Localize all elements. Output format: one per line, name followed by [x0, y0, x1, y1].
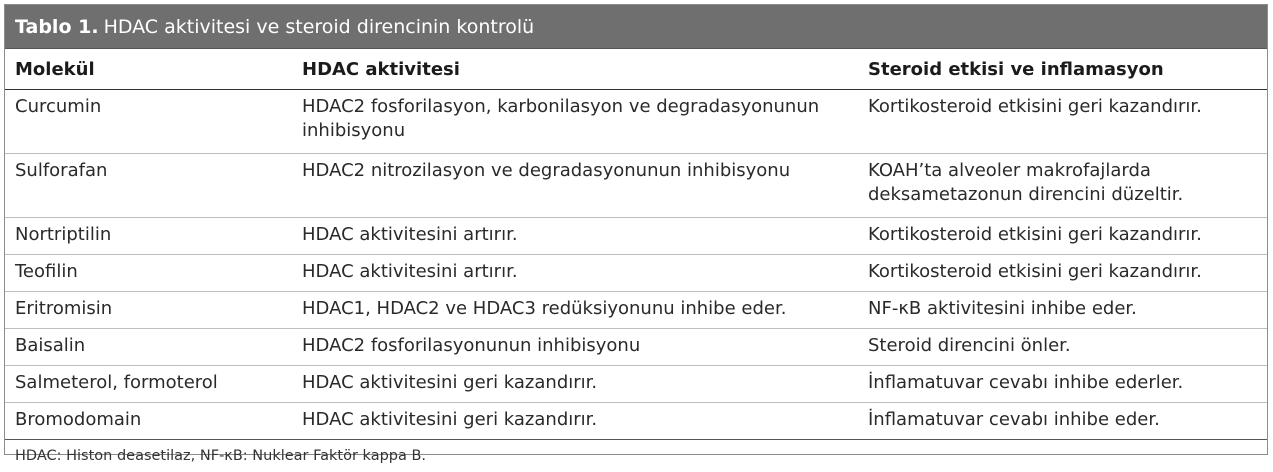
cell-molecule: Curcumin — [15, 96, 102, 117]
header-molecule: Molekül — [15, 58, 95, 80]
cell-effect: Kortikosteroid etkisini geri kazandırır. — [868, 261, 1202, 282]
table-row — [5, 292, 1267, 329]
cell-molecule: Nortriptilin — [15, 224, 112, 245]
table-row — [5, 255, 1267, 292]
table-row — [5, 154, 1267, 218]
table-frame — [4, 4, 1268, 464]
cell-molecule: Teofilin — [15, 261, 78, 282]
table-caption-text: HDAC aktivitesi ve steroid direncinin kontrolü — [103, 15, 535, 38]
cell-effect: NF-κB aktivitesini inhibe eder. — [868, 298, 1137, 319]
cell-molecule: Salmeterol, formoterol — [15, 372, 218, 393]
table-caption-label: Tablo 1. — [15, 15, 99, 38]
cell-effect: İnflamatuvar cevabı inhibe ederler. — [868, 372, 1184, 393]
cell-hdac-activity: HDAC2 fosforilasyon, karbonilasyon ve degradasyonunun inhibisyonu — [302, 96, 820, 141]
cell-molecule: Eritromisin — [15, 298, 113, 319]
table-row — [5, 329, 1267, 366]
cell-effect: KOAH’ta alveoler makrofajlarda deksametazonun direncini düzeltir. — [868, 160, 1184, 205]
cell-hdac-activity: HDAC aktivitesini artırır. — [302, 261, 518, 282]
table-row — [5, 218, 1267, 255]
cell-hdac-activity: HDAC aktivitesini geri kazandırır. — [302, 372, 598, 393]
table-header-row — [5, 49, 1267, 90]
header-hdac-activity: HDAC aktivitesi — [302, 58, 460, 80]
cell-hdac-activity: HDAC2 fosforilasyonunun inhibisyonu — [302, 335, 641, 356]
table-row — [5, 366, 1267, 403]
cell-effect: Steroid direncini önler. — [868, 335, 1071, 356]
table-row — [5, 403, 1267, 440]
cell-hdac-activity: HDAC aktivitesini artırır. — [302, 224, 518, 245]
table-caption — [5, 5, 1267, 49]
table-footnote: HDAC: Histon deasetilaz, NF-κB: Nuklear Faktör kappa B. — [15, 448, 427, 464]
cell-molecule: Baisalin — [15, 335, 86, 356]
cell-effect: Kortikosteroid etkisini geri kazandırır. — [868, 96, 1202, 117]
table-row — [5, 90, 1267, 154]
cell-effect: Kortikosteroid etkisini geri kazandırır. — [868, 224, 1202, 245]
cell-molecule: Sulforafan — [15, 160, 108, 181]
cell-effect: İnflamatuvar cevabı inhibe eder. — [868, 409, 1160, 430]
cell-hdac-activity: HDAC aktivitesini geri kazandırır. — [302, 409, 598, 430]
header-steroid-effect: Steroid etkisi ve inflamasyon — [868, 58, 1164, 80]
cell-molecule: Bromodomain — [15, 409, 142, 430]
cell-hdac-activity: HDAC2 nitrozilasyon ve degradasyonunun inhibisyonu — [302, 160, 791, 181]
cell-hdac-activity: HDAC1, HDAC2 ve HDAC3 redüksiyonunu inhibe eder. — [302, 298, 787, 319]
